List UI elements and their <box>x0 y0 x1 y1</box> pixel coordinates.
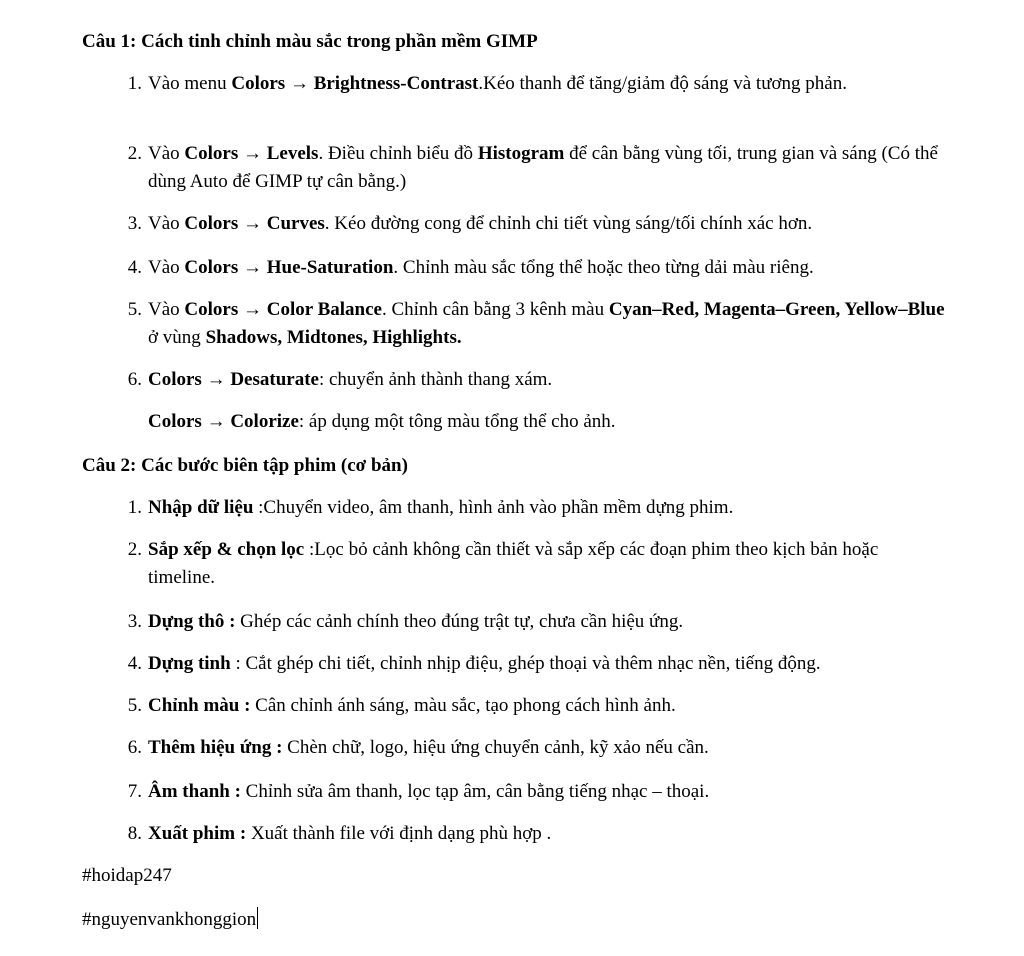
list-item <box>127 140 948 196</box>
list-text: Dựng tinh : Cắt ghép chi tiết, chỉnh nhịp điệu, ghép thoại và thêm nhạc nền, tiếng động. <box>148 653 821 674</box>
list-number: 1. <box>127 73 142 94</box>
list-item <box>127 70 948 98</box>
list-text: Vào Colors → Hue-Saturation. Chỉnh màu sắc tổng thể hoặc theo từng dải màu riêng. <box>148 257 814 278</box>
question-1-heading: Câu 1: Cách tinh chỉnh màu sắc trong phần mềm GIMP <box>82 31 538 52</box>
list-number: 7. <box>127 781 142 802</box>
list-item <box>127 608 948 636</box>
list-text: Vào Colors → Color Balance. Chỉnh cân bằng 3 kênh màu Cyan–Red, Magenta–Green, Yellow–Blue ở vùng Shadows, Midtones, Highlights. <box>148 299 945 348</box>
list-item <box>127 536 948 592</box>
list-text: Nhập dữ liệu :Chuyển video, âm thanh, hình ảnh vào phần mềm dựng phim. <box>148 497 734 518</box>
list-text: Colors → Colorize: áp dụng một tông màu tổng thể cho ảnh. <box>148 411 616 432</box>
list-number: 8. <box>127 823 142 844</box>
list-text: Sắp xếp & chọn lọc :Lọc bỏ cảnh không cần thiết và sắp xếp các đoạn phim theo kịch bản hoặc timeline. <box>148 539 879 588</box>
list-number: 5. <box>127 695 142 716</box>
list-item <box>127 778 948 806</box>
list-text: Âm thanh : Chỉnh sửa âm thanh, lọc tạp âm, cân bằng tiếng nhạc – thoại. <box>148 781 710 802</box>
list-number: 2. <box>127 143 142 164</box>
list-item <box>148 408 948 436</box>
list-number: 5. <box>127 299 142 320</box>
list-number: 6. <box>127 737 142 758</box>
list-item <box>127 210 948 238</box>
list-text: Thêm hiệu ứng : Chèn chữ, logo, hiệu ứng chuyển cảnh, kỹ xảo nếu cần. <box>148 737 709 758</box>
list-item <box>127 692 948 720</box>
list-text: Colors → Desaturate: chuyển ảnh thành thang xám. <box>148 369 553 390</box>
list-number: 4. <box>127 653 142 674</box>
list-number: 1. <box>127 497 142 518</box>
text-cursor <box>257 907 258 929</box>
list-item <box>127 820 948 848</box>
list-text: Vào Colors → Curves. Kéo đường cong để chỉnh chi tiết vùng sáng/tối chính xác hơn. <box>148 213 813 234</box>
list-number: 4. <box>127 257 142 278</box>
list-item <box>127 366 948 394</box>
list-item <box>127 734 948 762</box>
list-item <box>127 650 948 678</box>
hashtag-line[interactable] <box>82 906 258 934</box>
list-item <box>127 254 948 282</box>
list-text: Chỉnh màu : Cân chỉnh ánh sáng, màu sắc, tạo phong cách hình ảnh. <box>148 695 676 716</box>
list-text: Dựng thô : Ghép các cảnh chính theo đúng trật tự, chưa cần hiệu ứng. <box>148 611 684 632</box>
list-item <box>127 296 948 352</box>
list-text: Xuất phim : Xuất thành file với định dạng phù hợp . <box>148 823 552 844</box>
hashtag: #hoidap247 <box>82 865 172 886</box>
list-text: Vào menu Colors → Brightness-Contrast.Kéo thanh để tăng/giảm độ sáng và tương phản. <box>148 73 847 94</box>
list-item <box>127 494 948 522</box>
list-number: 3. <box>127 213 142 234</box>
question-2-heading: Câu 2: Các bước biên tập phim (cơ bản) <box>82 455 408 476</box>
list-number: 6. <box>127 369 142 390</box>
list-number: 2. <box>127 539 142 560</box>
list-number: 3. <box>127 611 142 632</box>
list-text: Vào Colors → Levels. Điều chỉnh biểu đồ Histogram để cân bằng vùng tối, trung gian và sáng (Có thể dùng Auto để GIMP tự cân bằng.) <box>148 143 938 192</box>
hashtag: #nguyenvankhonggion <box>82 909 257 930</box>
